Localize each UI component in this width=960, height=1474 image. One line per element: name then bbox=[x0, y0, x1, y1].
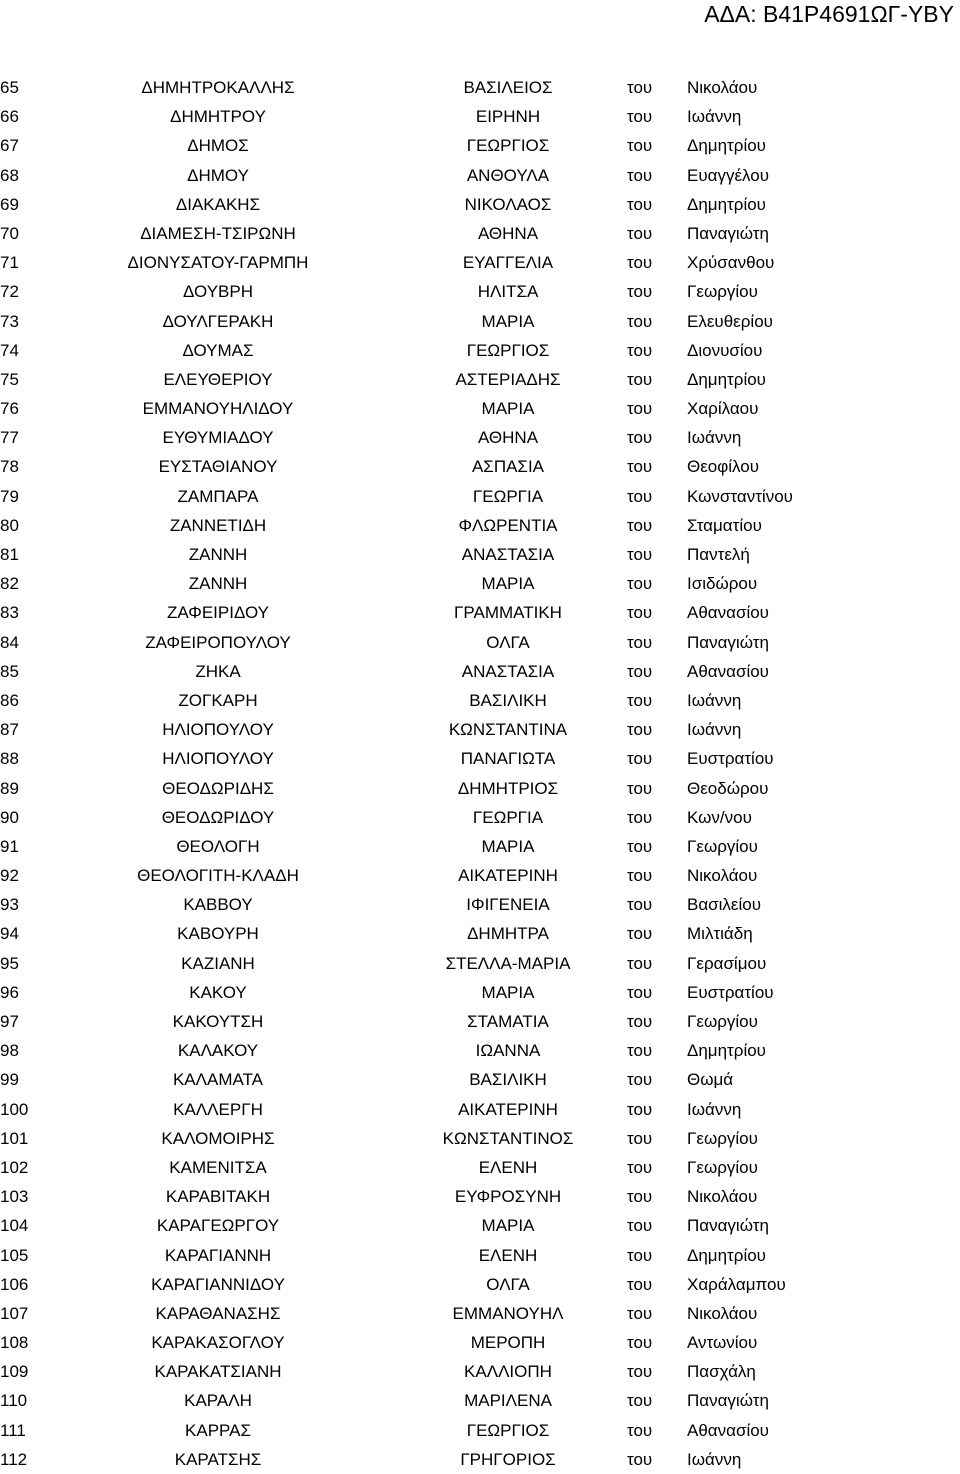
tou-cell: του bbox=[627, 311, 653, 331]
surname-cell: ΖΑΦΕΙΡΙΔΟΥ bbox=[167, 603, 269, 623]
table-row bbox=[0, 628, 960, 657]
row-number: 99 bbox=[0, 1070, 19, 1090]
father-name-cell: Ιωάννη bbox=[687, 107, 742, 127]
surname-cell: ΔΟΥΛΓΕΡΑΚΗ bbox=[162, 311, 274, 331]
surname-cell: ΚΑΡΡΑΣ bbox=[185, 1420, 251, 1440]
table-row bbox=[0, 219, 960, 248]
row-number: 85 bbox=[0, 661, 19, 681]
father-name-cell: Γεωργίου bbox=[687, 1128, 758, 1148]
first-name-cell: ΜΑΡΙΑ bbox=[481, 574, 535, 594]
row-number: 77 bbox=[0, 428, 19, 448]
father-name-cell: Ισιδώρου bbox=[687, 574, 758, 594]
surname-cell: ΚΑΚΟΥ bbox=[189, 982, 247, 1002]
table-row bbox=[0, 1065, 960, 1094]
table-row bbox=[0, 394, 960, 423]
row-number: 84 bbox=[0, 632, 19, 652]
surname-cell: ΚΑΡΑΚΑΤΣΙΑΝΗ bbox=[154, 1362, 282, 1382]
surname-cell: ΔΙΟΝΥΣΑΤΟΥ-ΓΑΡΜΠΗ bbox=[127, 253, 309, 273]
first-name-cell: ΜΑΡΙΑ bbox=[481, 399, 535, 419]
father-name-cell: Αθανασίου bbox=[687, 661, 769, 681]
first-name-cell: ΠΑΝΑΓΙΩΤΑ bbox=[460, 749, 556, 769]
row-number: 87 bbox=[0, 720, 19, 740]
surname-cell: ΔΟΥΜΑΣ bbox=[182, 340, 254, 360]
surname-cell: ΖΟΓΚΑΡΗ bbox=[178, 690, 258, 710]
surname-cell: ΚΑΒΟΥΡΗ bbox=[177, 924, 259, 944]
first-name-cell: ΑΙΚΑΤΕΡΙΝΗ bbox=[458, 866, 558, 886]
tou-cell: του bbox=[627, 223, 653, 243]
tou-cell: του bbox=[627, 866, 653, 886]
first-name-cell: ΜΑΡΙΑ bbox=[481, 982, 535, 1002]
father-name-cell: Θωμά bbox=[687, 1070, 734, 1090]
father-name-cell: Ιωάννη bbox=[687, 720, 742, 740]
tou-cell: του bbox=[627, 1391, 653, 1411]
table-row bbox=[0, 569, 960, 598]
surname-cell: ΚΑΡΑΓΙΑΝΝΗ bbox=[164, 1245, 272, 1265]
father-name-cell: Αθανασίου bbox=[687, 1420, 769, 1440]
table-row bbox=[0, 1299, 960, 1328]
row-number: 76 bbox=[0, 399, 19, 419]
tou-cell: του bbox=[627, 1128, 653, 1148]
tou-cell: του bbox=[627, 574, 653, 594]
tou-cell: του bbox=[627, 603, 653, 623]
table-row bbox=[0, 1007, 960, 1036]
tou-cell: του bbox=[627, 836, 653, 856]
father-name-cell: Χαράλαμπου bbox=[687, 1274, 786, 1294]
first-name-cell: ΓΕΩΡΓΙΑ bbox=[472, 807, 544, 827]
surname-cell: ΚΑΡΑΒΙΤΑΚΗ bbox=[165, 1187, 271, 1207]
father-name-cell: Πασχάλη bbox=[687, 1362, 756, 1382]
first-name-cell: ΜΑΡΙΑ bbox=[481, 1216, 535, 1236]
first-name-cell: ΓΡΗΓΟΡΙΟΣ bbox=[460, 1449, 556, 1469]
first-name-cell: ΟΛΓΑ bbox=[486, 632, 530, 652]
row-number: 112 bbox=[0, 1449, 28, 1469]
row-number: 79 bbox=[0, 486, 19, 506]
surname-cell: ΔΗΜΟΥ bbox=[187, 165, 249, 185]
table-row bbox=[0, 452, 960, 481]
father-name-cell: Θεοδώρου bbox=[687, 778, 769, 798]
surname-cell: ΚΑΛΟΜΟΙΡΗΣ bbox=[161, 1128, 275, 1148]
father-name-cell: Γεωργίου bbox=[687, 1157, 758, 1177]
table-row bbox=[0, 1241, 960, 1270]
table-row bbox=[0, 949, 960, 978]
father-name-cell: Σταματίου bbox=[687, 515, 762, 535]
surname-cell: ΕΥΣΤΑΘΙΑΝΟΥ bbox=[158, 457, 278, 477]
first-name-cell: ΓΡΑΜΜΑΤΙΚΗ bbox=[454, 603, 562, 623]
father-name-cell: Δημητρίου bbox=[687, 369, 766, 389]
first-name-cell: ΜΑΡΙΑ bbox=[481, 836, 535, 856]
surname-cell: ΚΑΖΙΑΝΗ bbox=[181, 953, 255, 973]
row-number: 70 bbox=[0, 223, 19, 243]
tou-cell: του bbox=[627, 136, 653, 156]
tou-cell: του bbox=[627, 632, 653, 652]
first-name-cell: ΑΝΑΣΤΑΣΙΑ bbox=[461, 661, 555, 681]
row-number: 106 bbox=[0, 1274, 29, 1294]
surname-cell: ΚΑΡΑΘΑΝΑΣΗΣ bbox=[155, 1303, 281, 1323]
table-row bbox=[0, 744, 960, 773]
first-name-cell: ΕΛΕΝΗ bbox=[478, 1245, 538, 1265]
row-number: 93 bbox=[0, 895, 19, 915]
tou-cell: του bbox=[627, 165, 653, 185]
first-name-cell: ΒΑΣΙΛΕΙΟΣ bbox=[463, 78, 553, 97]
father-name-cell: Γεωργίου bbox=[687, 282, 758, 302]
surname-cell: ΖΑΜΠΑΡΑ bbox=[177, 486, 259, 506]
row-number: 78 bbox=[0, 457, 19, 477]
first-name-cell: ΑΣΠΑΣΙΑ bbox=[471, 457, 545, 477]
row-number: 92 bbox=[0, 866, 19, 886]
row-number: 72 bbox=[0, 282, 19, 302]
tou-cell: του bbox=[627, 78, 653, 97]
tou-cell: του bbox=[627, 661, 653, 681]
tou-cell: του bbox=[627, 953, 653, 973]
row-number: 89 bbox=[0, 778, 19, 798]
surname-cell: ΚΑΛΛΕΡΓΗ bbox=[173, 1099, 263, 1119]
name-list-table bbox=[0, 73, 960, 1474]
surname-cell: ΚΑΒΒΟΥ bbox=[183, 895, 253, 915]
father-name-cell: Ιωάννη bbox=[687, 690, 742, 710]
surname-cell: ΚΑΡΑΚΑΣΟΓΛΟΥ bbox=[151, 1333, 285, 1353]
tou-cell: του bbox=[627, 253, 653, 273]
table-row bbox=[0, 102, 960, 131]
row-number: 108 bbox=[0, 1333, 29, 1353]
row-number: 104 bbox=[0, 1216, 29, 1236]
father-name-cell: Αντωνίου bbox=[687, 1333, 758, 1353]
first-name-cell: ΓΕΩΡΓΙΟΣ bbox=[466, 340, 550, 360]
tou-cell: του bbox=[627, 194, 653, 214]
father-name-cell: Παναγιώτη bbox=[687, 1391, 769, 1411]
first-name-cell: ΙΩΑΝΝΑ bbox=[475, 1041, 541, 1061]
father-name-cell: Χαρίλαου bbox=[687, 399, 759, 419]
table-row bbox=[0, 919, 960, 948]
row-number: 111 bbox=[0, 1420, 26, 1440]
first-name-cell: ΚΩΝΣΤΑΝΤΙΝΑ bbox=[448, 720, 568, 740]
father-name-cell: Βασιλείου bbox=[687, 895, 762, 915]
father-name-cell: Κων/νου bbox=[687, 807, 752, 827]
surname-cell: ΗΛΙΟΠΟΥΛΟΥ bbox=[162, 749, 274, 769]
table-row bbox=[0, 1182, 960, 1211]
father-name-cell: Αθανασίου bbox=[687, 603, 769, 623]
table-row bbox=[0, 277, 960, 306]
row-number: 80 bbox=[0, 515, 19, 535]
tou-cell: του bbox=[627, 720, 653, 740]
table-row bbox=[0, 1445, 960, 1474]
table-row bbox=[0, 248, 960, 277]
table-row bbox=[0, 1124, 960, 1153]
row-number: 102 bbox=[0, 1157, 29, 1177]
row-number: 96 bbox=[0, 982, 19, 1002]
table-row bbox=[0, 598, 960, 627]
surname-cell: ΔΗΜΗΤΡΟΚΑΛΛΗΣ bbox=[141, 78, 295, 97]
first-name-cell: ΟΛΓΑ bbox=[486, 1274, 530, 1294]
father-name-cell: Γερασίμου bbox=[687, 953, 767, 973]
row-number: 98 bbox=[0, 1041, 19, 1061]
first-name-cell: ΓΕΩΡΓΙΟΣ bbox=[466, 1420, 550, 1440]
row-number: 100 bbox=[0, 1099, 29, 1119]
table-row bbox=[0, 774, 960, 803]
first-name-cell: ΚΑΛΛΙΟΠΗ bbox=[464, 1362, 552, 1382]
row-number: 88 bbox=[0, 749, 19, 769]
first-name-cell: ΗΛΙΤΣΑ bbox=[477, 282, 539, 302]
row-number: 81 bbox=[0, 545, 19, 564]
row-number: 66 bbox=[0, 107, 19, 127]
first-name-cell: ΕΙΡΗΝΗ bbox=[475, 107, 541, 127]
surname-cell: ΚΑΚΟΥΤΣΗ bbox=[172, 1012, 264, 1031]
table-row bbox=[0, 161, 960, 190]
tou-cell: του bbox=[627, 982, 653, 1002]
row-number: 110 bbox=[0, 1391, 28, 1411]
father-name-cell: Ιωάννη bbox=[687, 1099, 742, 1119]
surname-cell: ΕΥΘΥΜΙΑΔΟΥ bbox=[162, 428, 274, 448]
surname-cell: ΚΑΡΑΓΙΑΝΝΙΔΟΥ bbox=[151, 1274, 285, 1294]
first-name-cell: ΣΤΕΛΛΑ-ΜΑΡΙΑ bbox=[445, 953, 571, 973]
first-name-cell: ΑΘΗΝΑ bbox=[477, 223, 539, 243]
tou-cell: του bbox=[627, 749, 653, 769]
tou-cell: του bbox=[627, 1187, 653, 1207]
surname-cell: ΖΑΦΕΙΡΟΠΟΥΛΟΥ bbox=[145, 632, 291, 652]
table-row bbox=[0, 336, 960, 365]
tou-cell: του bbox=[627, 1245, 653, 1265]
table-row bbox=[0, 1153, 960, 1182]
tou-cell: του bbox=[627, 690, 653, 710]
table-row bbox=[0, 832, 960, 861]
first-name-cell: ΣΤΑΜΑΤΙΑ bbox=[467, 1012, 549, 1031]
father-name-cell: Θεοφίλου bbox=[687, 457, 760, 477]
row-number: 94 bbox=[0, 924, 19, 944]
first-name-cell: ΝΙΚΟΛΑΟΣ bbox=[464, 194, 552, 214]
father-name-cell: Παναγιώτη bbox=[687, 223, 769, 243]
surname-cell: ΚΑΛΑΚΟΥ bbox=[177, 1041, 259, 1061]
surname-cell: ΕΛΕΥΘΕΡΙΟΥ bbox=[163, 369, 273, 389]
first-name-cell: ΑΙΚΑΤΕΡΙΝΗ bbox=[458, 1099, 558, 1119]
table-row bbox=[0, 1036, 960, 1065]
first-name-cell: ΒΑΣΙΛΙΚΗ bbox=[469, 690, 547, 710]
table-row bbox=[0, 1095, 960, 1124]
tou-cell: του bbox=[627, 340, 653, 360]
first-name-cell: ΑΘΗΝΑ bbox=[477, 428, 539, 448]
tou-cell: του bbox=[627, 457, 653, 477]
ada-code: ΑΔΑ: Β41Ρ4691ΩΓ-ΥΒΥ bbox=[704, 1, 954, 27]
row-number: 68 bbox=[0, 165, 19, 185]
father-name-cell: Νικολάου bbox=[687, 78, 758, 97]
row-number: 67 bbox=[0, 136, 19, 156]
row-number: 105 bbox=[0, 1245, 29, 1265]
tou-cell: του bbox=[627, 428, 653, 448]
first-name-cell: ΜΑΡΙΑ bbox=[481, 311, 535, 331]
tou-cell: του bbox=[627, 515, 653, 535]
first-name-cell: ΦΛΩΡΕΝΤΙΑ bbox=[458, 515, 558, 535]
table-row bbox=[0, 1270, 960, 1299]
table-row bbox=[0, 715, 960, 744]
table-row bbox=[0, 1211, 960, 1240]
first-name-cell: ΓΕΩΡΓΙΑ bbox=[472, 486, 544, 506]
first-name-cell: ΙΦΙΓΕΝΕΙΑ bbox=[466, 895, 550, 915]
surname-cell: ΚΑΜΕΝΙΤΣΑ bbox=[169, 1157, 267, 1177]
father-name-cell: Ιωάννη bbox=[687, 428, 742, 448]
father-name-cell: Παναγιώτη bbox=[687, 632, 769, 652]
table-row bbox=[0, 73, 960, 102]
father-name-cell: Νικολάου bbox=[687, 1303, 758, 1323]
father-name-cell: Μιλτιάδη bbox=[687, 924, 753, 944]
row-number: 90 bbox=[0, 807, 19, 827]
surname-cell: ΔΙΑΚΑΚΗΣ bbox=[175, 194, 261, 214]
father-name-cell: Ευαγγέλου bbox=[687, 165, 770, 185]
table-row bbox=[0, 540, 960, 569]
surname-cell: ΘΕΟΛΟΓΙΤΗ-ΚΛΑΔΗ bbox=[137, 866, 299, 886]
surname-cell: ΘΕΟΔΩΡΙΔΟΥ bbox=[161, 807, 275, 827]
first-name-cell: ΚΩΝΣΤΑΝΤΙΝΟΣ bbox=[442, 1128, 574, 1148]
father-name-cell: Δημητρίου bbox=[687, 1041, 766, 1061]
first-name-cell: ΓΕΩΡΓΙΟΣ bbox=[466, 136, 550, 156]
first-name-cell: ΑΝΘΟΥΛΑ bbox=[466, 165, 550, 185]
first-name-cell: ΒΑΣΙΛΙΚΗ bbox=[469, 1070, 547, 1090]
table-row bbox=[0, 482, 960, 511]
row-number: 75 bbox=[0, 369, 19, 389]
table-row bbox=[0, 307, 960, 336]
surname-cell: ΖΑΝΝΗ bbox=[188, 545, 248, 564]
father-name-cell: Κωνσταντίνου bbox=[687, 486, 793, 506]
tou-cell: του bbox=[627, 1041, 653, 1061]
tou-cell: του bbox=[627, 1362, 653, 1382]
father-name-cell: Παντελή bbox=[687, 545, 750, 564]
father-name-cell: Δημητρίου bbox=[687, 136, 766, 156]
tou-cell: του bbox=[627, 1070, 653, 1090]
surname-cell: ΚΑΡΑΛΗ bbox=[184, 1391, 252, 1411]
tou-cell: του bbox=[627, 1420, 653, 1440]
tou-cell: του bbox=[627, 282, 653, 302]
row-number: 107 bbox=[0, 1303, 29, 1323]
surname-cell: ΘΕΟΔΩΡΙΔΗΣ bbox=[162, 778, 274, 798]
tou-cell: του bbox=[627, 107, 653, 127]
father-name-cell: Γεωργίου bbox=[687, 836, 758, 856]
father-name-cell: Διονυσίου bbox=[687, 340, 763, 360]
father-name-cell: Ευστρατίου bbox=[687, 749, 774, 769]
row-number: 83 bbox=[0, 603, 19, 623]
surname-cell: ΕΜΜΑΝΟΥΗΛΙΔΟΥ bbox=[142, 399, 294, 419]
father-name-cell: Νικολάου bbox=[687, 866, 758, 886]
surname-cell: ΖΗΚΑ bbox=[195, 661, 241, 681]
tou-cell: του bbox=[627, 1216, 653, 1236]
father-name-cell: Δημητρίου bbox=[687, 194, 766, 214]
first-name-cell: ΕΜΜΑΝΟΥΗΛ bbox=[452, 1303, 564, 1323]
tou-cell: του bbox=[627, 778, 653, 798]
surname-cell: ΚΑΛΑΜΑΤΑ bbox=[172, 1070, 264, 1090]
table-row bbox=[0, 890, 960, 919]
surname-cell: ΖΑΝΝΕΤΙΔΗ bbox=[169, 515, 267, 535]
surname-cell: ΚΑΡΑΓΕΩΡΓΟΥ bbox=[156, 1216, 280, 1236]
tou-cell: του bbox=[627, 1449, 653, 1469]
first-name-cell: ΔΗΜΗΤΡΑ bbox=[467, 924, 549, 944]
father-name-cell: Ιωάννη bbox=[687, 1449, 742, 1469]
first-name-cell: ΕΥΦΡΟΣΥΝΗ bbox=[454, 1187, 562, 1207]
tou-cell: του bbox=[627, 369, 653, 389]
father-name-cell: Χρύσανθου bbox=[687, 253, 775, 273]
row-number: 101 bbox=[0, 1128, 29, 1148]
row-number: 95 bbox=[0, 953, 19, 973]
surname-cell: ΔΗΜΟΣ bbox=[187, 136, 249, 156]
surname-cell: ΚΑΡΑΤΣΗΣ bbox=[174, 1449, 262, 1469]
row-number: 86 bbox=[0, 690, 19, 710]
surname-cell: ΗΛΙΟΠΟΥΛΟΥ bbox=[162, 720, 274, 740]
table-row bbox=[0, 657, 960, 686]
surname-cell: ΔΟΥΒΡΗ bbox=[183, 282, 253, 302]
first-name-cell: ΕΥΑΓΓΕΛΙΑ bbox=[462, 253, 554, 273]
table-row bbox=[0, 190, 960, 219]
tou-cell: του bbox=[627, 924, 653, 944]
table-row bbox=[0, 1416, 960, 1445]
tou-cell: του bbox=[627, 1274, 653, 1294]
table-row bbox=[0, 1357, 960, 1386]
father-name-cell: Ευστρατίου bbox=[687, 982, 774, 1002]
surname-cell: ΔΙΑΜΕΣΗ-ΤΣΙΡΩΝΗ bbox=[140, 223, 296, 243]
father-name-cell: Ελευθερίου bbox=[687, 311, 773, 331]
table-row bbox=[0, 861, 960, 890]
row-number: 103 bbox=[0, 1187, 29, 1207]
tou-cell: του bbox=[627, 1012, 653, 1031]
row-number: 109 bbox=[0, 1362, 29, 1382]
row-number: 74 bbox=[0, 340, 19, 360]
row-number: 97 bbox=[0, 1012, 19, 1031]
table-row bbox=[0, 686, 960, 715]
surname-cell: ΖΑΝΝΗ bbox=[188, 574, 248, 594]
surname-cell: ΘΕΟΛΟΓΗ bbox=[176, 836, 260, 856]
table-row bbox=[0, 1386, 960, 1415]
table-row bbox=[0, 511, 960, 540]
tou-cell: του bbox=[627, 399, 653, 419]
table-row bbox=[0, 803, 960, 832]
tou-cell: του bbox=[627, 807, 653, 827]
table-row bbox=[0, 1328, 960, 1357]
tou-cell: του bbox=[627, 1333, 653, 1353]
row-number: 91 bbox=[0, 836, 19, 856]
table-row bbox=[0, 365, 960, 394]
table-row bbox=[0, 131, 960, 160]
first-name-cell: ΔΗΜΗΤΡΙΟΣ bbox=[457, 778, 559, 798]
table-row bbox=[0, 423, 960, 452]
row-number: 82 bbox=[0, 574, 19, 594]
first-name-cell: ΑΣΤΕΡΙΑΔΗΣ bbox=[455, 369, 561, 389]
first-name-cell: ΕΛΕΝΗ bbox=[478, 1157, 538, 1177]
table-row bbox=[0, 978, 960, 1007]
tou-cell: του bbox=[627, 1303, 653, 1323]
tou-cell: του bbox=[627, 1157, 653, 1177]
first-name-cell: ΜΑΡΙΛΕΝΑ bbox=[464, 1391, 552, 1411]
row-number: 73 bbox=[0, 311, 19, 331]
father-name-cell: Παναγιώτη bbox=[687, 1216, 769, 1236]
father-name-cell: Δημητρίου bbox=[687, 1245, 766, 1265]
tou-cell: του bbox=[627, 545, 653, 564]
surname-cell: ΔΗΜΗΤΡΟΥ bbox=[170, 107, 266, 127]
tou-cell: του bbox=[627, 1099, 653, 1119]
first-name-cell: ΑΝΑΣΤΑΣΙΑ bbox=[461, 545, 555, 564]
tou-cell: του bbox=[627, 895, 653, 915]
first-name-cell: ΜΕΡΟΠΗ bbox=[470, 1333, 546, 1353]
row-number: 65 bbox=[0, 78, 19, 97]
tou-cell: του bbox=[627, 486, 653, 506]
row-number: 71 bbox=[0, 253, 19, 273]
father-name-cell: Νικολάου bbox=[687, 1187, 758, 1207]
father-name-cell: Γεωργίου bbox=[687, 1012, 758, 1031]
row-number: 69 bbox=[0, 194, 19, 214]
